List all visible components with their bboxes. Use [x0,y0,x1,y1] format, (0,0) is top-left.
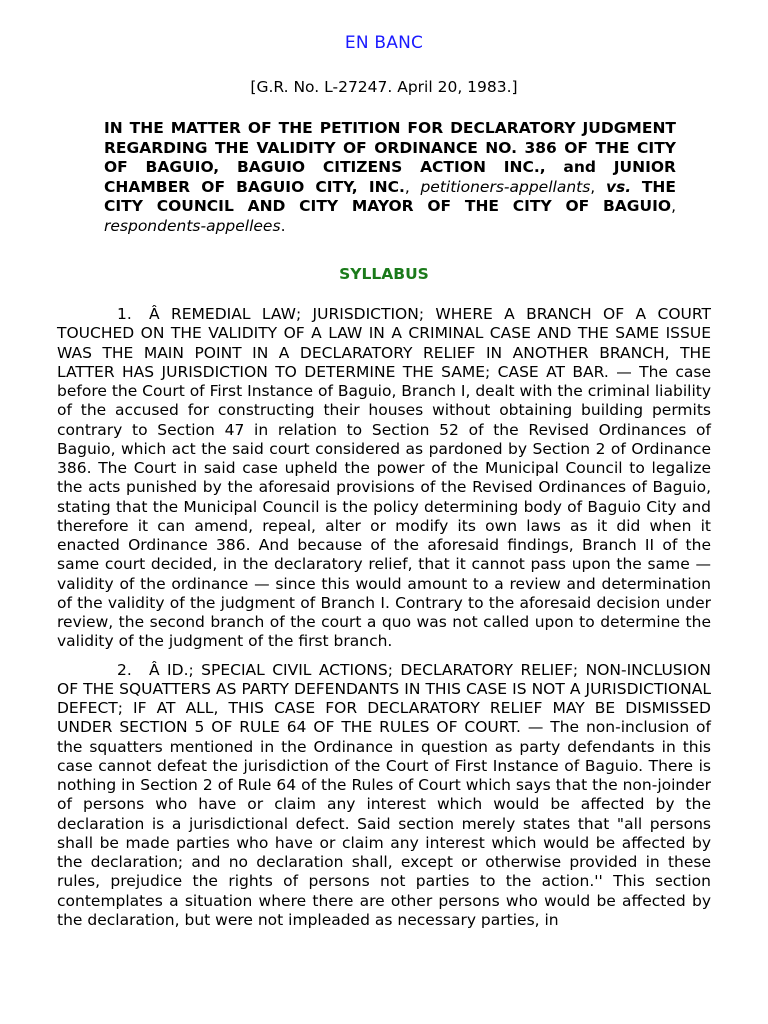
caption-title: IN THE MATTER OF THE PETITION FOR DECLARATORY JUDGMENT REGARDING THE VALIDITY OF ORDINANCE NO. 386 OF THE CITY OF BAGUIO, BAGUIO CITIZENS ACTION INC., and JUNIOR CHAMBER OF BAGUIO CITY, INC. [104,119,676,196]
petitioners-role: petitioners-appellants [420,177,591,196]
case-number: [G.R. No. L-27247. April 20, 1983.] [250,78,518,96]
syllabus-item-number: 1. [117,305,132,323]
respondents-name: THE CITY COUNCIL AND CITY MAYOR OF THE CITY OF BAGUIO [104,177,676,216]
syllabus-heading: SYLLABUS [339,265,429,283]
versus-label: vs. [605,177,632,196]
court-division: EN BANC [344,33,424,53]
syllabus-item-text: Â REMEDIAL LAW; JURISDICTION; WHERE A BRANCH OF A COURT TOUCHED ON THE VALIDITY OF A LAW IN A CRIMINAL CASE AND THE SAME ISSUE WAS THE MAIN POINT IN A DECLARATORY RELIEF IN ANOTHER BRANCH, THE LATTER HAS JURISDICTION TO DETERMINE THE SAME; CASE AT BAR. — The case before the Court of First Instance of Baguio, Branch I, dealt with the criminal liability of the accused for constructing their houses without obtaining building permits contrary to Section 47 in relation to Section 52 of the Revised Ordinances of Baguio, which act the said court considered as pardoned by Section 2 of Ordinance 386. The Court in said case upheld the power of the Municipal Council to legalize the acts punished by the aforesaid provisions of the Revised Ordinances of Baguio, stating that the Municipal Council is the policy determining body of Baguio City and therefore it can amend, repeal, alter or modify its own laws as it did when it enacted Ordinance 386. And because of the aforesaid findings, Branch II of the same court decided, in the declaratory relief, that it cannot pass upon the same — validity of the ordinance — since this would amount to a review and determination of the validity of the judgment of Branch I. Contrary to the aforesaid decision under review, the second branch of the court a quo was not called upon to determine the validity of the judgment of the first branch. [57,305,711,651]
case-caption [104,119,676,237]
respondents-role: respondents-appellees [104,216,281,235]
syllabus-item-text: Â ID.; SPECIAL CIVIL ACTIONS; DECLARATORY RELIEF; NON-INCLUSION OF THE SQUATTERS AS PARTY DEFENDANTS IN THIS CASE IS NOT A JURISDICTIONAL DEFECT; IF AT ALL, THIS CASE FOR DECLARATORY RELIEF MAY BE DISMISSED UNDER SECTION 5 OF RULE 64 OF THE RULES OF COURT. — The non-inclusion of the squatters mentioned in the Ordinance in question as party defendants in this case cannot defeat the jurisdiction of the Court of First Instance of Baguio. There is nothing in Section 2 of Rule 64 of the Rules of Court which says that the non-joinder of persons who have or claim any interest which would be affected by the declaration is a jurisdictional defect. Said section merely states that "all persons shall be made parties who have or claim any interest which would be affected by the declaration; and no declaration shall, except or otherwise provided in these rules, prejudice the rights of persons not parties to the action.'' This section contemplates a situation where there are other persons who would be affected by the declaration, but were not impleaded as necessary parties, in [57,660,711,929]
syllabus-item-1 [57,305,711,652]
caption-end: . [280,216,286,235]
caption-separator: , [590,177,596,196]
caption-separator: , [671,197,676,216]
syllabus-item-number: 2. [117,660,132,679]
syllabus-body [57,305,711,939]
syllabus-item-2 [57,661,711,931]
caption-separator: , [404,177,410,196]
